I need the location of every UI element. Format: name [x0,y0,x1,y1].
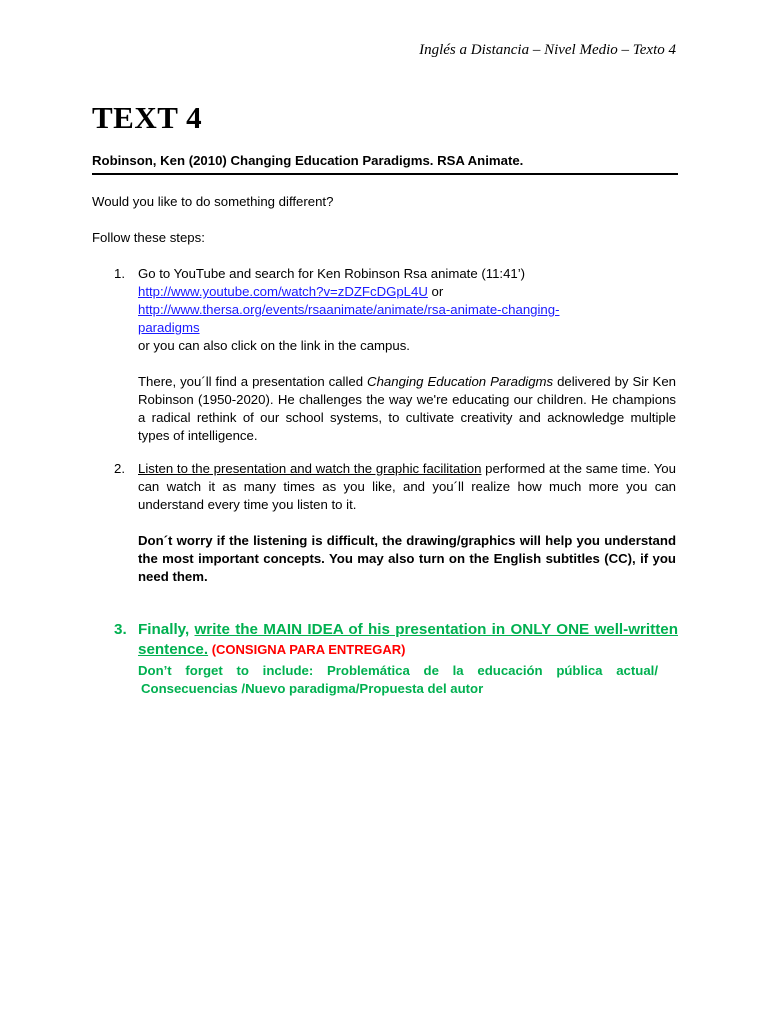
campus-note: or you can also click on the link in the campus. [138,338,410,353]
step-3-task: Finally, write the MAIN IDEA of his presentation in ONLY ONE well-written sentence. (CONSIGNA PARA ENTREGAR) [138,621,678,658]
step-3-underlined: write the MAIN IDEA of his presentation in ONLY ONE well-written sentence. [138,621,678,658]
or-text: or [427,284,444,299]
running-header: Inglés a Distancia – Nivel Medio – Texto 4 [419,42,676,58]
steps-label: Follow these steps: [92,230,205,245]
presentation-description: There, you´ll find a presentation called Changing Education Paradigms delivered by Sir Ken Robinson (1950-2020). He challenges the way we're educating our children. He champions a radical rethink of our school systems, to cultivate creativity and acknowledge multiple types of intelligence. [138,374,676,443]
step-2-number: 2. [114,461,125,476]
step-3-reminder [138,662,658,698]
rsa-link[interactable]: http://www.thersa.org/events/rsaanimate/animate/rsa-animate-changing- [138,302,560,317]
step-1-search-text: Go to YouTube and search for Ken Robinson Rsa animate (11:41’) [138,266,526,281]
reminder-line-1: Don’t forget to include: Problemática de la educación pública actual/ [138,663,658,678]
presentation-title: Changing Education Paradigms [367,374,554,389]
consigna-label: (CONSIGNA PARA ENTREGAR) [208,642,406,657]
youtube-link[interactable]: http://www.youtube.com/watch?v=zDZFcDGpL4U [138,284,428,299]
step-3-number: 3. [114,621,127,638]
reminder-line-2: Consecuencias /Nuevo paradigma/Propuesta del autor [141,681,484,696]
step-1-number: 1. [114,266,125,281]
citation: Robinson, Ken (2010) Changing Education Paradigms. RSA Animate. [92,153,524,168]
step-2-reassurance: Don´t worry if the listening is difficult, the drawing/graphics will help you understand the most important concepts. You may also turn on the English subtitles (CC), if you need them. [138,533,676,584]
step-1-link-line [138,283,676,301]
title-divider [92,173,678,175]
step-2-underlined: Listen to the presentation and watch the graphic facilitation [138,461,482,476]
intro-question: Would you like to do something different? [92,194,334,209]
rsa-link-continued[interactable]: paradigms [138,320,200,335]
step-1 [138,265,676,445]
page-title: TEXT 4 [92,100,203,135]
step-2 [138,460,676,586]
step-2-instructions: Listen to the presentation and watch the graphic facilitation performed at the same time. You can watch it as many times as you like, and you´ll realize how much more you can understand every time you listen to it. [138,461,676,512]
